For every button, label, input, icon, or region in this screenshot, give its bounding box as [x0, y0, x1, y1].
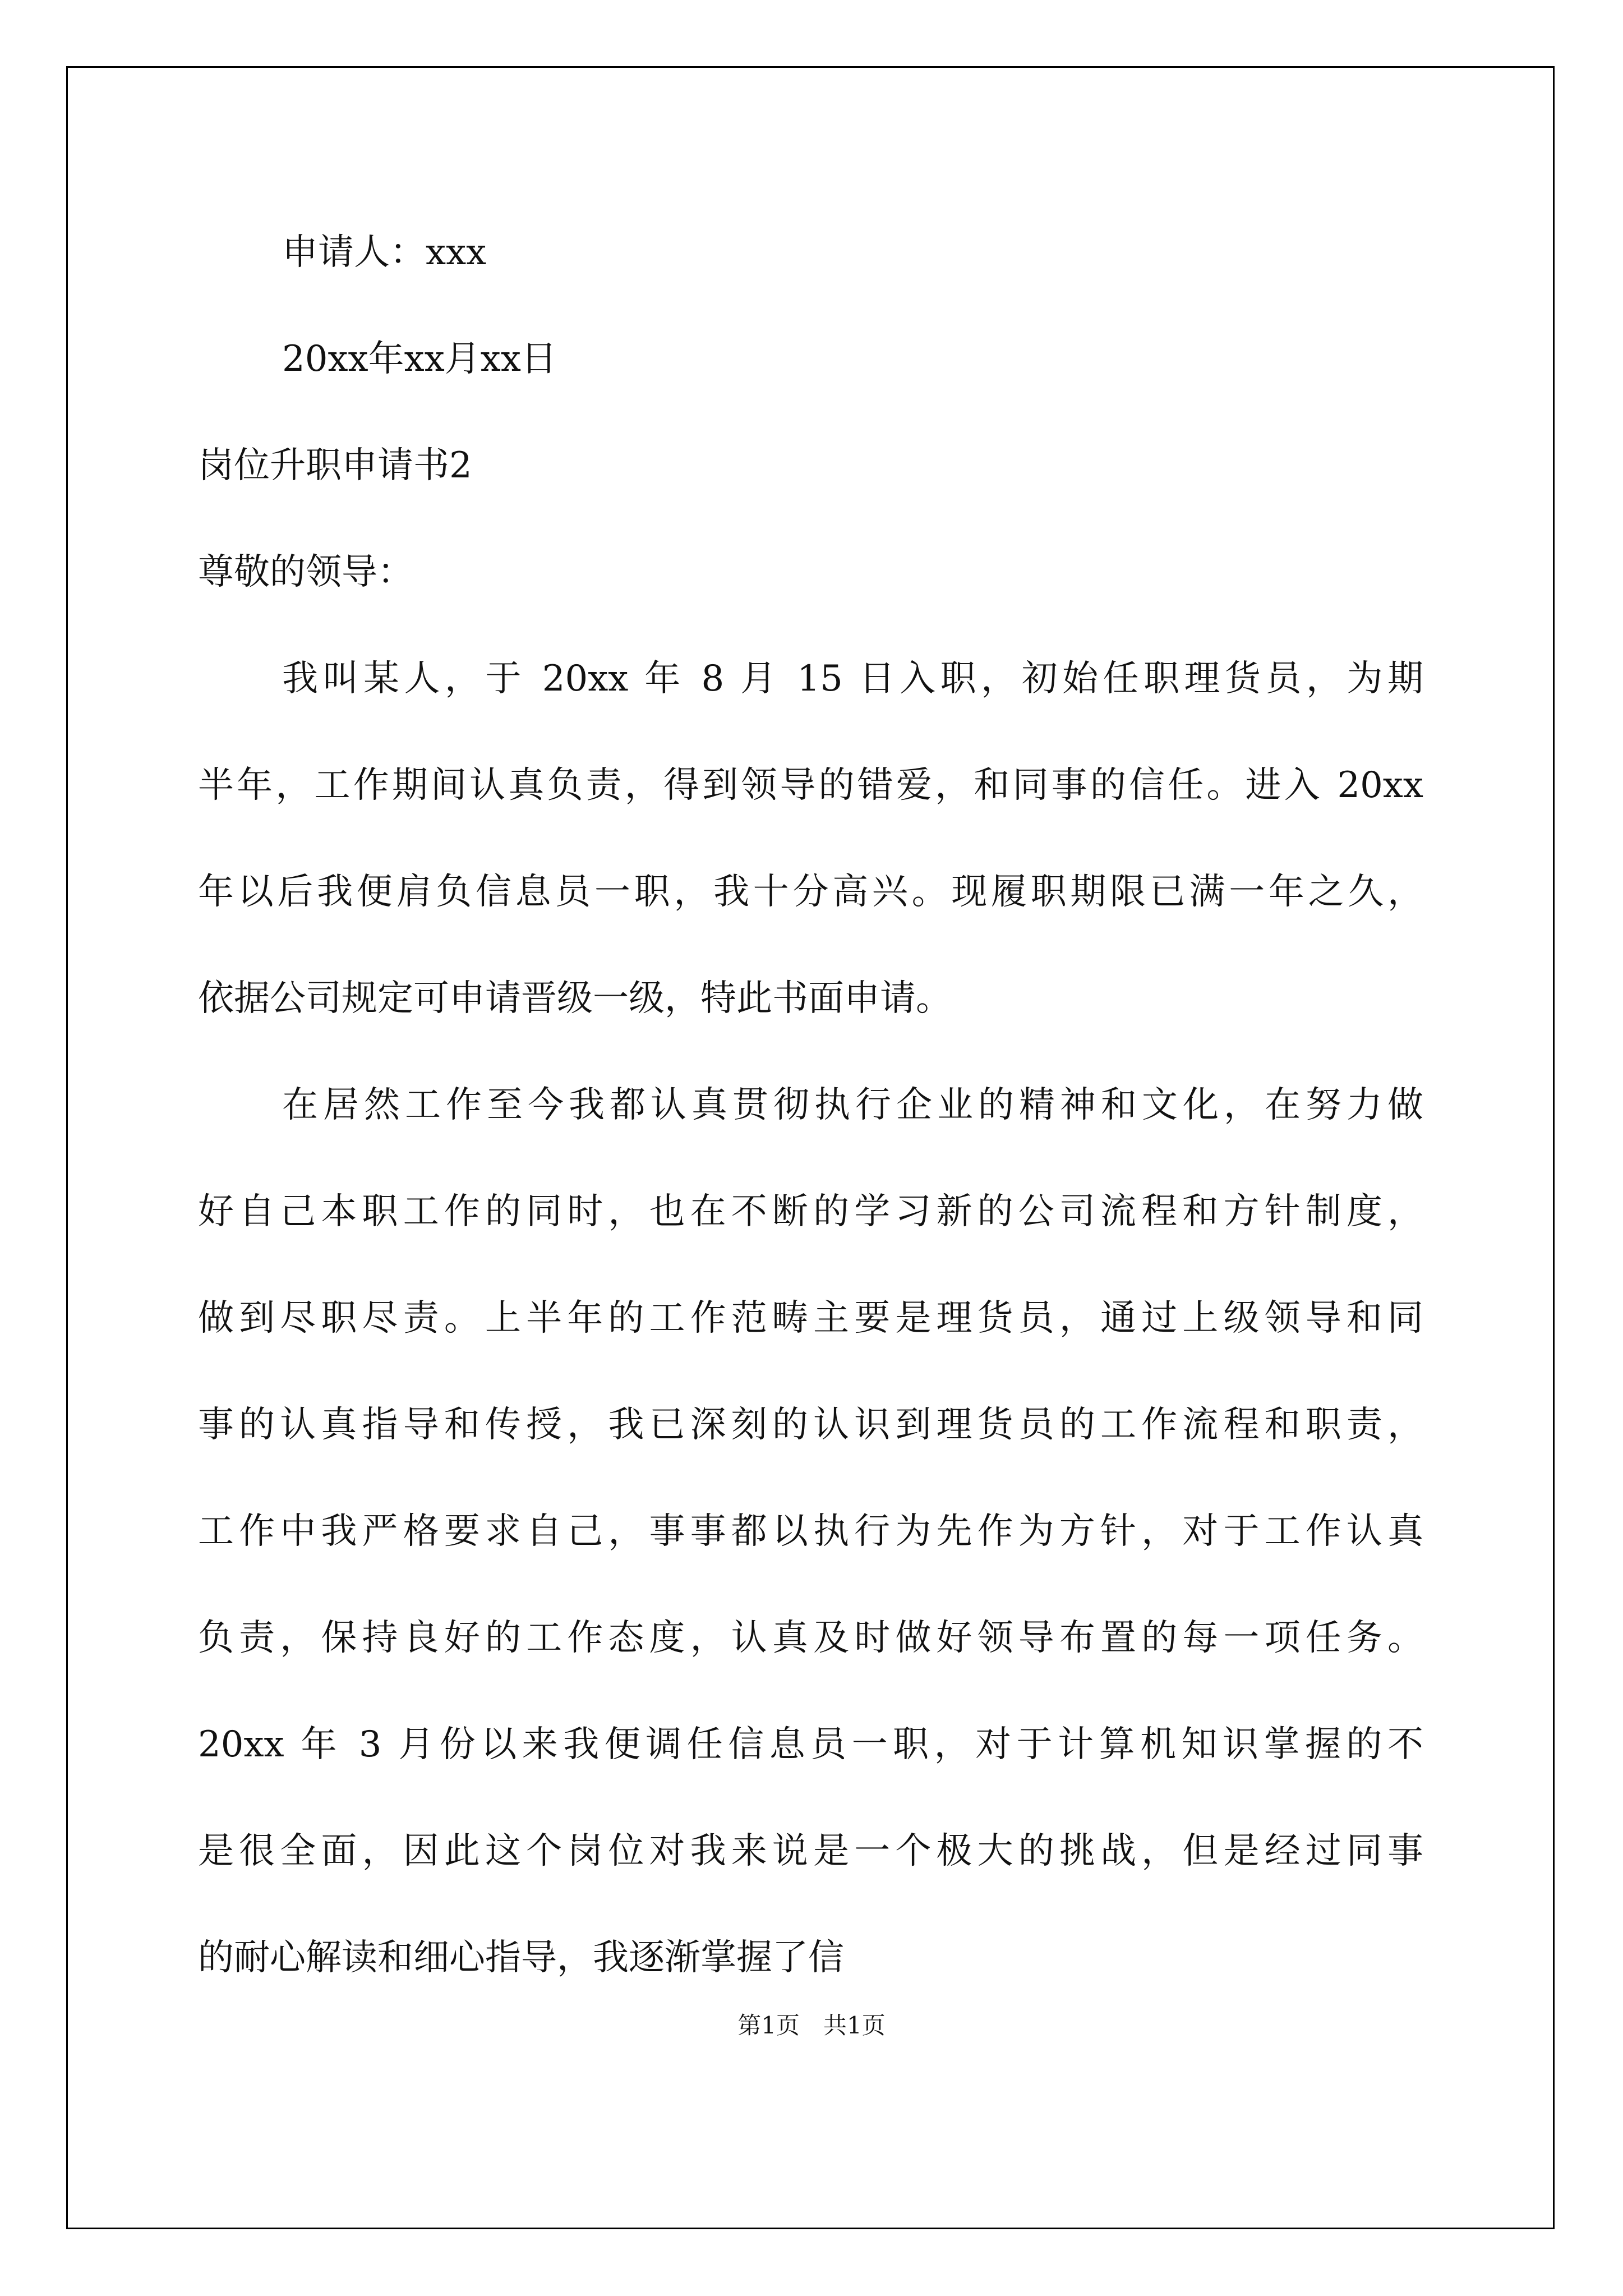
paragraph2-line-1: 在居然工作至今我都认真贯彻执行企业的精神和文化，在努力做 — [282, 1084, 1423, 1126]
applicant-line: 申请人：xxx — [282, 232, 487, 273]
paragraph2-line-8: 是很全面，因此这个岗位对我来说是一个极大的挑战，但是经过同事 — [198, 1830, 1423, 1872]
document-title: 岗位升职申请书2 — [198, 445, 472, 486]
page-number-footer: 第1页 共1页 — [737, 2012, 886, 2039]
date-line: 20xx年xx月xx日 — [282, 338, 557, 380]
paragraph2-line-7: 20xx 年 3 月份以来我便调任信息员一职，对于计算机知识掌握的不 — [198, 1724, 1423, 1765]
paragraph1-line-2: 半年，工作期间认真负责，得到领导的错爱，和同事的信任。进入 20xx — [198, 765, 1423, 806]
paragraph2-line-3: 做到尽职尽责。上半年的工作范畴主要是理货员，通过上级领导和同 — [198, 1297, 1423, 1339]
paragraph2-line-6: 负责，保持良好的工作态度，认真及时做好领导布置的每一项任务。 — [198, 1617, 1423, 1659]
paragraph2-line-9: 的耐心解读和细心指导，我逐渐掌握了信 — [198, 1937, 844, 1978]
paragraph1-line-1: 我叫某人，于 20xx 年 8 月 15 日入职，初始任职理货员，为期 — [282, 658, 1423, 700]
paragraph1-line-3: 年以后我便肩负信息员一职，我十分高兴。现履职期限已满一年之久， — [198, 871, 1423, 913]
salutation: 尊敬的领导： — [198, 551, 413, 593]
page-border — [66, 66, 1555, 2229]
paragraph2-line-5: 工作中我严格要求自己，事事都以执行为先作为方针，对于工作认真 — [198, 1511, 1423, 1552]
paragraph1-line-4: 依据公司规定可申请晋级一级，特此书面申请。 — [198, 978, 952, 1019]
paragraph2-line-4: 事的认真指导和传授，我已深刻的认识到理货员的工作流程和职责， — [198, 1404, 1423, 1446]
paragraph2-line-2: 好自己本职工作的同时，也在不断的学习新的公司流程和方针制度， — [198, 1191, 1423, 1232]
